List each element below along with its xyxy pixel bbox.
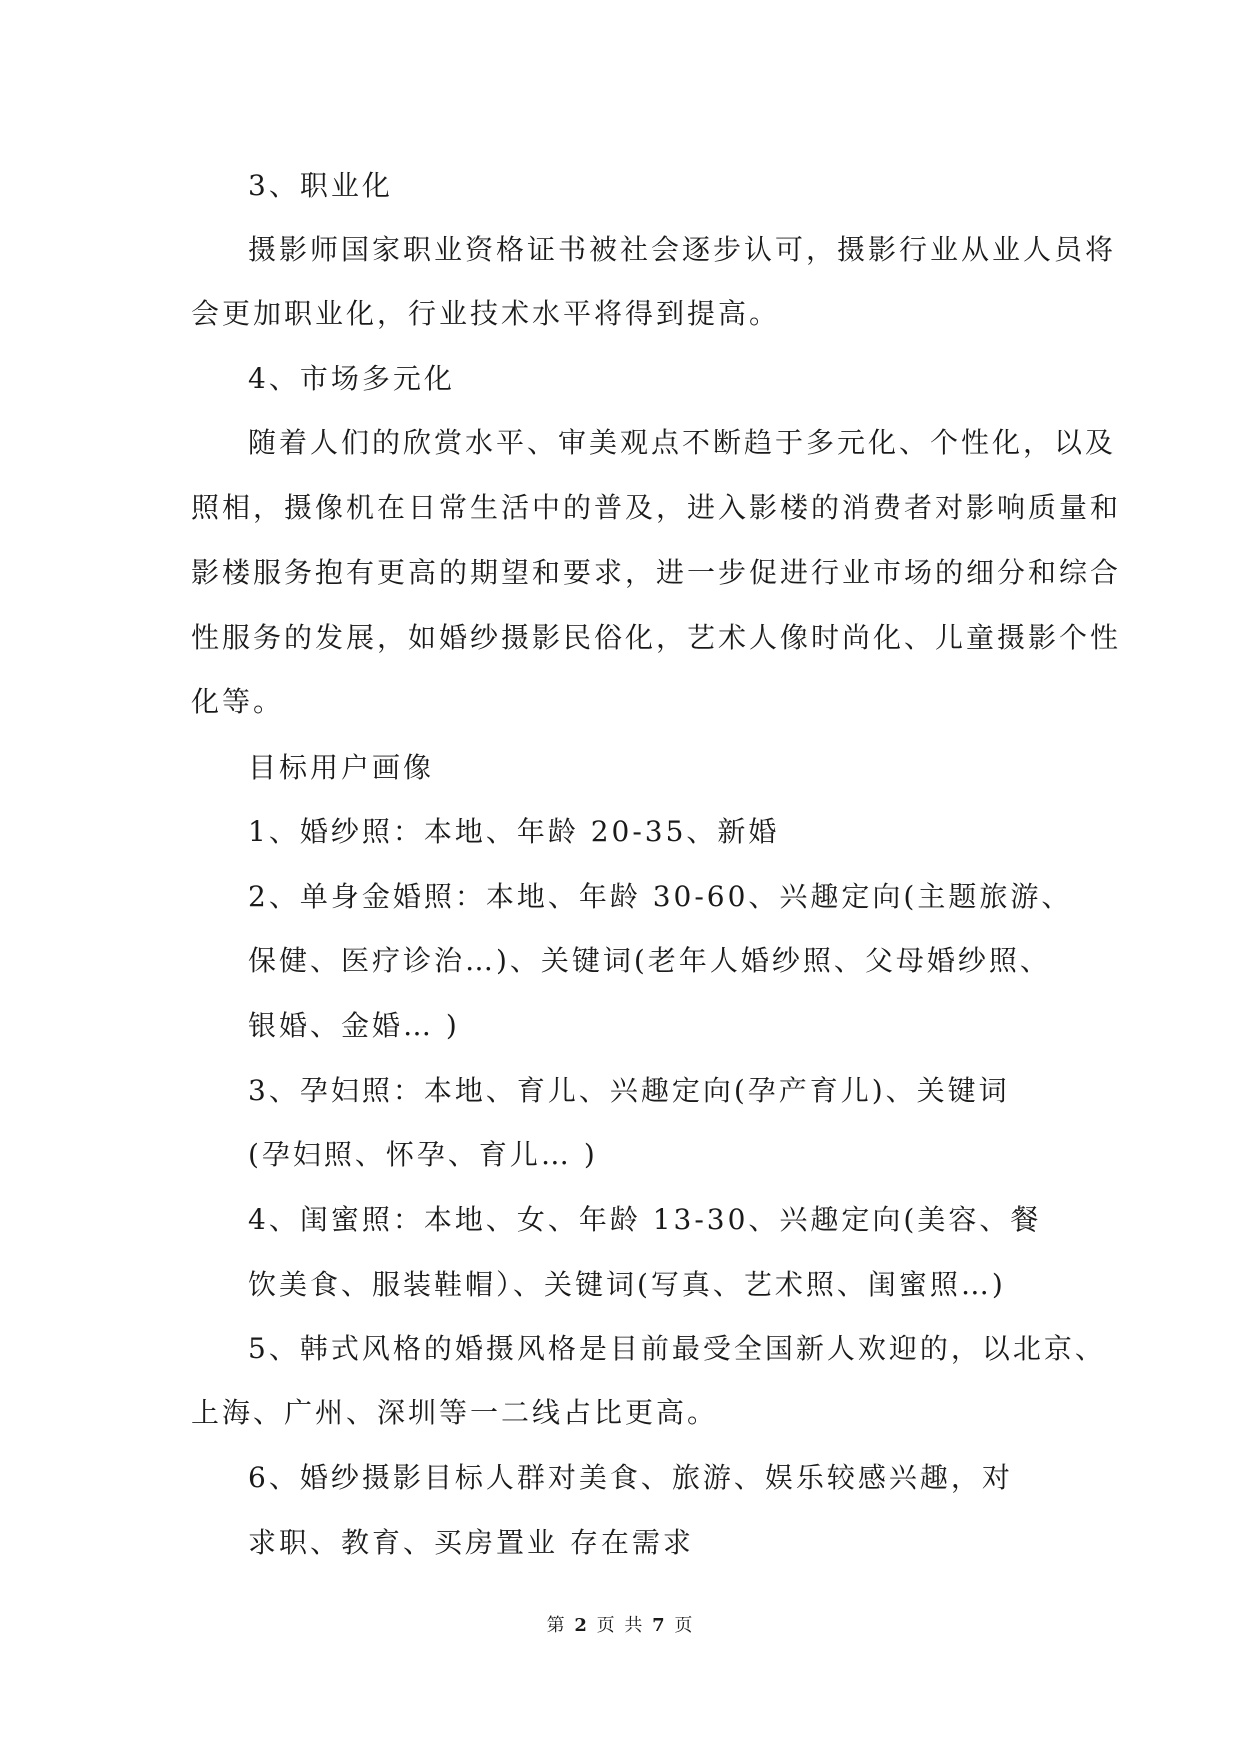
paragraph-line: 影楼服务抱有更高的期望和要求，进一步促进行业市场的细分和综合 xyxy=(191,556,1122,589)
current-page-number: 2 xyxy=(574,1615,589,1636)
footer-middle: 页 共 xyxy=(596,1615,645,1636)
list-item-line: (孕妇照、怀孕、育儿… ) xyxy=(248,1138,598,1171)
footer-suffix: 页 xyxy=(674,1615,695,1636)
list-item-line: 上海、广州、深圳等一二线占比更高。 xyxy=(191,1396,719,1429)
paragraph-line: 化等。 xyxy=(191,685,285,718)
list-item-line: 6、婚纱摄影目标人群对美食、旅游、娱乐较感兴趣，对 xyxy=(248,1461,1013,1494)
list-item-line: 5、韩式风格的婚摄风格是目前最受全国新人欢迎的，以北京、 xyxy=(248,1332,1106,1365)
list-item-line: 4、闺蜜照：本地、女、年龄 13-30、兴趣定向(美容、餐 xyxy=(248,1203,1042,1236)
paragraph-line: 摄影师国家职业资格证书被社会逐步认可，摄影行业从业人员将 xyxy=(248,233,1117,266)
page-footer xyxy=(0,1614,1241,1638)
heading-target-user-profile: 目标用户画像 xyxy=(248,751,435,784)
paragraph-line: 会更加职业化，行业技术水平将得到提高。 xyxy=(191,297,781,330)
total-page-number: 7 xyxy=(652,1615,667,1636)
list-item-line: 求职、教育、买房置业 存在需求 xyxy=(248,1526,694,1559)
heading-market-diversification: 4、市场多元化 xyxy=(248,362,455,395)
paragraph-line: 性服务的发展，如婚纱摄影民俗化，艺术人像时尚化、儿童摄影个性 xyxy=(191,621,1122,654)
list-item-line: 1、婚纱照：本地、年龄 20-35、新婚 xyxy=(248,815,780,848)
paragraph-line: 照相，摄像机在日常生活中的普及，进入影楼的消费者对影响质量和 xyxy=(191,491,1122,524)
footer-prefix: 第 xyxy=(546,1615,567,1636)
list-item-line: 3、孕妇照：本地、育儿、兴趣定向(孕产育儿)、关键词 xyxy=(248,1074,1010,1107)
list-item-line: 2、单身金婚照：本地、年龄 30-60、兴趣定向(主题旅游、 xyxy=(248,880,1073,913)
list-item-line: 饮美食、服装鞋帽）、关键词(写真、艺术照、闺蜜照…) xyxy=(248,1268,1006,1301)
paragraph-line: 随着人们的欣赏水平、审美观点不断趋于多元化、个性化，以及 xyxy=(248,426,1117,459)
heading-professionalization: 3、职业化 xyxy=(248,169,393,202)
list-item-line: 银婚、金婚… ) xyxy=(248,1009,460,1042)
list-item-line: 保健、医疗诊治…)、关键词(老年人婚纱照、父母婚纱照、 xyxy=(248,944,1051,977)
